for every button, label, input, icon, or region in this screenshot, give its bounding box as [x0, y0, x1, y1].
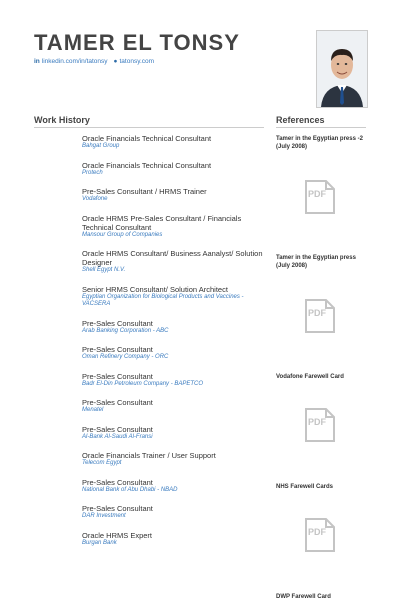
job-role: Oracle HRMS Expert [82, 530, 153, 540]
linkedin-icon: in [34, 58, 40, 65]
reference-title[interactable]: Tamer in the Egyptian press -2 (July 2008) [276, 136, 363, 150]
pdf-label: PDF [308, 189, 326, 199]
job-role: Pre-Sales Consultant [82, 398, 153, 407]
job-org[interactable]: Oman Refinery Company - ORC [82, 354, 169, 360]
pdf-label: PDF [308, 417, 326, 427]
job-role: Oracle Financials Technical Consultant [82, 134, 212, 143]
job-item [82, 504, 267, 521]
job-item [82, 249, 267, 275]
job-org[interactable]: Protech [82, 169, 103, 176]
linkedin-link[interactable] [34, 58, 108, 65]
pdf-label: PDF [308, 527, 326, 537]
job-role: Oracle Financials Technical Consultant [82, 160, 212, 170]
job-role: Oracle Financials Trainer / User Support [82, 451, 216, 460]
job-item [82, 372, 267, 389]
job-role: Pre-Sales Consultant [82, 371, 153, 381]
profile-photo [316, 30, 368, 108]
job-item [82, 161, 267, 178]
job-org[interactable]: Badr El-Din Petroleum Company - BAPETCO [82, 380, 204, 387]
pdf-icon[interactable] [304, 407, 336, 443]
linkedin-text: linkedin.com/in/tatonsy [41, 58, 108, 65]
job-item [82, 134, 267, 151]
work-history-divider [34, 127, 264, 128]
job-role: Pre-Sales Consultant [82, 424, 153, 434]
contact-links [34, 58, 154, 65]
job-org[interactable]: Telecom Egypt [82, 460, 122, 466]
job-item [82, 531, 267, 548]
job-item [82, 425, 267, 442]
job-item [82, 451, 267, 468]
person-name: TAMER EL TONSY [34, 30, 240, 55]
job-org[interactable]: Al-Bank Al-Saudi Al-Fransi [82, 433, 153, 440]
job-item [82, 214, 267, 240]
website-link[interactable] [114, 58, 155, 65]
references-divider [276, 127, 366, 128]
work-history-heading: Work History [34, 115, 90, 125]
reference-title[interactable]: Tamer in the Egyptian press (July 2008) [276, 255, 356, 269]
job-item [82, 398, 267, 415]
job-role: Senior HRMS Consultant/ Solution Architect [82, 284, 228, 294]
job-item [82, 187, 267, 204]
job-org[interactable]: Burgan Bank [82, 539, 117, 546]
job-org[interactable]: Shell Egypt N.V. [82, 267, 126, 273]
website-text: tatonsy.com [119, 58, 155, 65]
job-list [82, 134, 267, 557]
job-org[interactable]: Bahgat Group [82, 143, 120, 149]
job-role: Pre-Sales Consultant [82, 318, 153, 328]
job-org[interactable]: Vodafone [82, 196, 108, 202]
job-item [82, 345, 267, 362]
references-heading: References [276, 115, 325, 125]
reference-title[interactable]: DWP Farewell Card [276, 594, 331, 600]
globe-icon: ● [113, 58, 118, 65]
job-org[interactable]: National Bank of Abu Dhabi - NBAD [82, 486, 178, 493]
reference-title[interactable]: NHS Farewell Cards [276, 484, 334, 490]
pdf-label: PDF [308, 308, 326, 318]
job-role: Oracle HRMS Consultant/ Business Aanalyst/ Solution Designer [82, 249, 263, 267]
job-item [82, 478, 267, 495]
job-org[interactable]: Mansour Group of Companies [82, 231, 163, 238]
job-org[interactable]: Menatel [82, 407, 104, 413]
job-item [82, 319, 267, 336]
job-role: Pre-Sales Consultant [82, 345, 153, 354]
job-org[interactable]: Arab Banking Corporation - ABC [82, 327, 169, 334]
job-org[interactable]: Egyptian Organization for Biological Products and Vaccines - VACSERA [82, 293, 244, 307]
portrait-image [317, 31, 367, 107]
reference-title[interactable]: Vodafone Farewell Card [276, 374, 344, 380]
job-item [82, 285, 267, 309]
pdf-icon[interactable] [304, 179, 336, 215]
pdf-icon[interactable] [304, 517, 336, 553]
job-role: Pre-Sales Consultant / HRMS Trainer [82, 187, 207, 196]
job-role: Pre-Sales Consultant [82, 504, 153, 513]
job-role: Pre-Sales Consultant [82, 477, 153, 487]
job-role: Oracle HRMS Pre-Sales Consultant / Financials Technical Consultant [82, 213, 242, 232]
pdf-icon[interactable] [304, 298, 336, 334]
job-org[interactable]: DAR Investment [82, 513, 126, 519]
